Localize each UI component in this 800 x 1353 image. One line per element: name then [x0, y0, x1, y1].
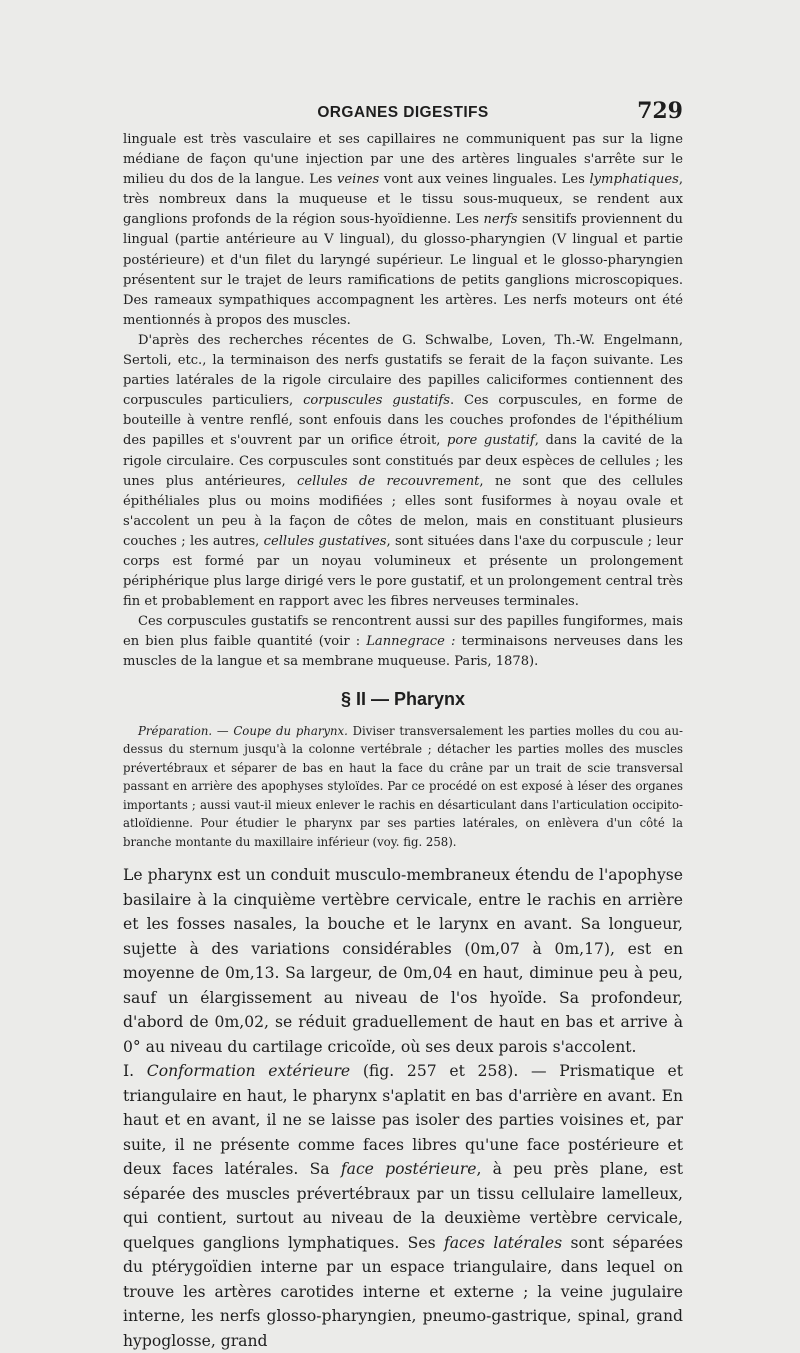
running-title: ORGANES DIGESTIFS: [317, 104, 489, 121]
running-header: [123, 100, 683, 130]
paragraph-gustatory-corpuscles: D'après des recherches récentes de G. Schwalbe, Loven, Th.-W. Engelmann, Sertoli, etc., la terminaison des nerfs gustatifs se ferait de la façon suivante. Les parties latérales de la rigole circulaire des papilles caliciformes contiennent des corpuscules particuliers, corpuscules gustatifs. Ces corpuscules, en forme de bouteille à ventre renflé, sont enfouis dans les couches profondes de l'épithélium des papilles et s'ouvrent par un orifice étroit, pore gustatif, dans la cavité de la rigole circulaire. Ces corpuscules sont constitués par deux espèces de cellules ; les unes plus antérieures, cellules de recouvrement, ne sont que des cellules épithéliales plus ou moins modifiées ; elles sont fusiformes à noyau ovale et s'accolent un peu à la façon de côtes de melon, mais en constituant plusieurs couches ; les autres, cellules gustatives, sont situées dans l'axe du corpuscule ; leur corps est formé par un noyau volumineux et présente un prolongement périphérique plus large dirigé vers le pore gustatif, et un prolongement central très fin et probablement en rapport avec les fibres nerveuses terminales.: [123, 332, 683, 610]
paragraph-vessels-nerves: linguale est très vasculaire et ses capillaires ne communiquent pas sur la ligne médiane de façon qu'une injection par une des artères linguales s'arrête sur le milieu du dos de la langue. Les veines vont aux veines linguales. Les lymphatiques, très nombreux dans la muqueuse et le tissu sous-muqueux, se rendent aux ganglions profonds de la région sous-hyoïdienne. Les nerfs sensitifs proviennent du lingual (partie antérieure au V lingual), du glosso-pharyngien (V lingual et partie postérieure) et d'un filet du laryngé supérieur. Le lingual et le glosso-pharyngien présentent sur le trajet de leurs ramifications de petits ganglions microscopiques. Des rameaux sympathiques accompagnent les artères. Les nerfs moteurs ont été mentionnés à propos des muscles.: [123, 132, 683, 328]
main-text-block: [123, 863, 683, 1353]
page-number: 729: [637, 98, 683, 124]
page-body: [123, 130, 683, 1353]
pharynx-definition-paragraph: Le pharynx est un conduit musculo-membraneux étendu de l'apophyse basilaire à la cinquième vertèbre cervicale, entre le rachis en arrière et les fosses nasales, la bouche et le larynx en avant. Sa longueur, sujette à des variations considérables (0m,07 à 0m,17), est en moyenne de 0m,13. Sa largeur, de 0m,04 en haut, diminue peu à peu, sauf un élargissement au niveau de l'os hyoïde. Sa profondeur, d'abord de 0m,02, se réduit graduellement de haut en bas et arrive à 0° au niveau du cartilage cricoïde, où ses deux parois s'accolent.: [123, 866, 683, 1056]
preparation-note: [123, 722, 683, 852]
external-conformation-paragraph: I. Conformation extérieure (fig. 257 et 258). — Prismatique et triangulaire en haut, le pharynx s'aplatit en bas d'arrière en avant. En haut et en avant, il ne se laisse pas isoler des parties voisines et, par suite, il ne présente comme faces libres qu'une face postérieure et deux faces latérales. Sa face postérieure, à peu près plane, est séparée des muscles prévertébraux par un tissu cellulaire lamelleux, qui contient, surtout au niveau de la deuxième vertèbre cervicale, quelques ganglions lymphatiques. Ses faces latérales sont séparées du ptérygoïdien interne par un espace triangulaire, dans lequel on trouve les artères carotides interne et externe ; la veine jugulaire interne, les nerfs glosso-pharyngien, pneumo-gastrique, spinal, grand hypoglosse, grand: [123, 1062, 684, 1350]
small-text-block: [123, 130, 683, 673]
preparation-paragraph: Préparation. — Coupe du pharynx. Diviser transversalement les parties molles du cou au-dessus du sternum jusqu'à la colonne vertébrale ; détacher les parties molles des muscles prévertébraux et séparer de bas en haut la face du crâne par un trait de scie transversal passant en arrière des apophyses styloïdes. Par ce procédé on est exposé à léser des organes importants ; aussi vaut-il mieux enlever le rachis en désarticulant dans l'articulation occipito-atloïdienne. Pour étudier le pharynx par ses parties latérales, on enlèvera d'un côté la branche montante du maxillaire inférieur (voy. fig. 258).: [123, 723, 683, 849]
section-heading: § II — Pharynx: [340, 688, 466, 709]
paragraph-fungiform-papillae: Ces corpuscules gustatifs se rencontrent aussi sur des papilles fungiformes, mais en bien plus faible quantité (voir : Lannegrace : terminaisons nerveuses dans les muscles de la langue et sa membrane muqueuse. Paris, 1878).: [123, 614, 683, 670]
